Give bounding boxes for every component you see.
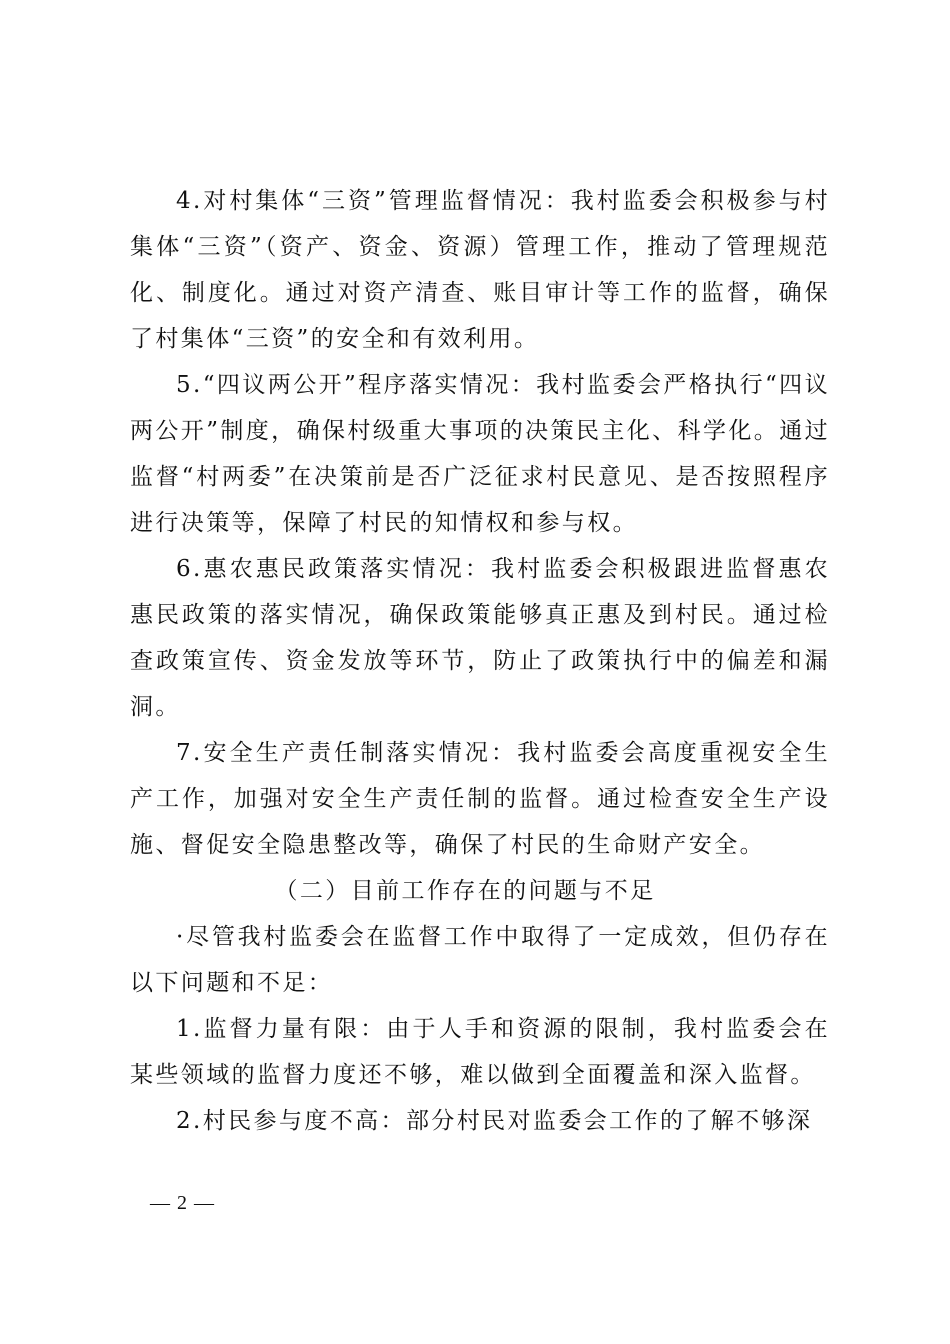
paragraph-policy-implementation: 6.惠农惠民政策落实情况：我村监委会积极跟进监督惠农惠民政策的落实情况，确保政策能够真正惠及到村民。通过检查政策宣传、资金发放等环节，防止了政策执行中的偏差和漏洞。 — [130, 556, 830, 720]
paragraph-four-discussions: 5.“四议两公开”程序落实情况：我村监委会严格执行“四议两公开”制度，确保村级重大事项的决策民主化、科学化。通过监督“村两委”在决策前是否广泛征求村民意见、是否按照程序进行决策等，保障了村民的知情权和参与权。 — [130, 372, 830, 536]
page-number: — 2 — — [150, 1192, 215, 1214]
paragraph-problems-intro: ·尽管我村监委会在监督工作中取得了一定成效，但仍存在以下问题和不足： — [130, 924, 830, 996]
paragraph-safety-production: 7.安全生产责任制落实情况：我村监委会高度重视安全生产工作，加强对安全生产责任制的监督。通过检查安全生产设施、督促安全隐患整改等，确保了村民的生命财产安全。 — [130, 740, 830, 858]
paragraph-three-assets: 4.对村集体“三资”管理监督情况：我村监委会积极参与村集体“三资”（资产、资金、资源）管理工作，推动了管理规范化、制度化。通过对资产清查、账目审计等工作的监督，确保了村集体“三资”的安全和有效利用。 — [130, 188, 830, 352]
paragraph-low-participation: 2.村民参与度不高：部分村民对监委会工作的了解不够深 — [176, 1108, 813, 1134]
paragraph-limited-supervision: 1.监督力量有限：由于人手和资源的限制，我村监委会在某些领域的监督力度还不够，难以做到全面覆盖和深入监督。 — [130, 1016, 830, 1088]
section-heading: （二）目前工作存在的问题与不足 — [274, 878, 656, 904]
document-body — [130, 178, 830, 1144]
